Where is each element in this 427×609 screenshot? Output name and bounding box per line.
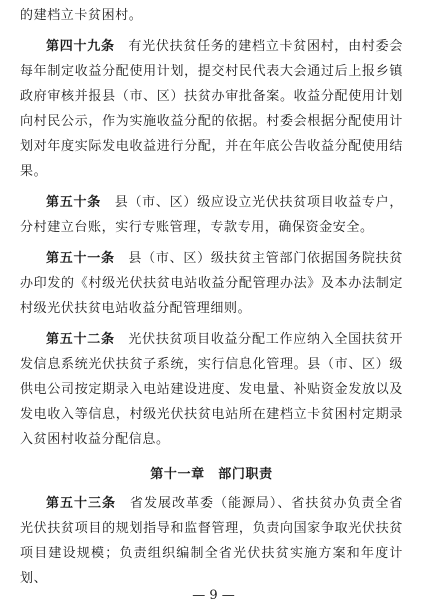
article-text: 县（市、区）级应设立光伏扶贫项目收益专户，分村建立台账，实行专账管理，专款专用，确保资金安全。 — [20, 195, 404, 235]
article-number: 第五十一条 — [46, 251, 115, 266]
article-text: 光伏扶贫项目收益分配工作应纳入全国扶贫开发信息系统光伏扶贫子系统，实行信息化管理。县（市、区）级供电公司按定期录入电站建设进度、发电量、补贴资金发放以及发电收入等信息，村级光伏扶贫电站所在建档立卡贫困村定期录入贫困村收益分配信息。 — [20, 332, 403, 447]
article-51 — [20, 246, 403, 321]
page-number: — 9 — — [192, 588, 235, 603]
article-text: 省发展改革委（能源局）、省扶贫办负责全省光伏扶贫项目的规划指导和监督管理，负责向国家争取光伏扶贫项目建设规模；负责组织编制全省光伏扶贫实施方案和年度计划、 — [20, 496, 403, 586]
article-number: 第五十三条 — [46, 496, 116, 511]
lead-text: 的建档立卡贫困村。 — [20, 8, 143, 23]
article-52 — [20, 327, 403, 452]
chapter-title: 第十一章 部门职责 — [150, 467, 273, 482]
article-number: 第五十条 — [46, 195, 101, 210]
article-53 — [20, 491, 403, 591]
article-text: 有光伏扶贫任务的建档立卡贫困村，由村委会每年制定收益分配使用计划，提交村民代表大会通过后上报乡镇政府审核并报县（市、区）扶贫办审批备案。收益分配使用计划向村民公示，作为实施收益分配的依据。村委会根据分配使用计划对年度实际发电收益进行分配，并在年底公告收益分配使用结果。 — [20, 39, 403, 179]
article-text: 县（市、区）级扶贫主管部门依据国务院扶贫办印发的《村级光伏扶贫电站收益分配管理办法》及本办法制定村级光伏扶贫电站收益分配管理细则。 — [20, 251, 403, 316]
article-50 — [20, 190, 403, 240]
article-number: 第四十九条 — [46, 39, 115, 54]
article-49 — [20, 34, 403, 184]
lead-paragraph — [20, 3, 403, 28]
article-number: 第五十二条 — [46, 332, 115, 347]
